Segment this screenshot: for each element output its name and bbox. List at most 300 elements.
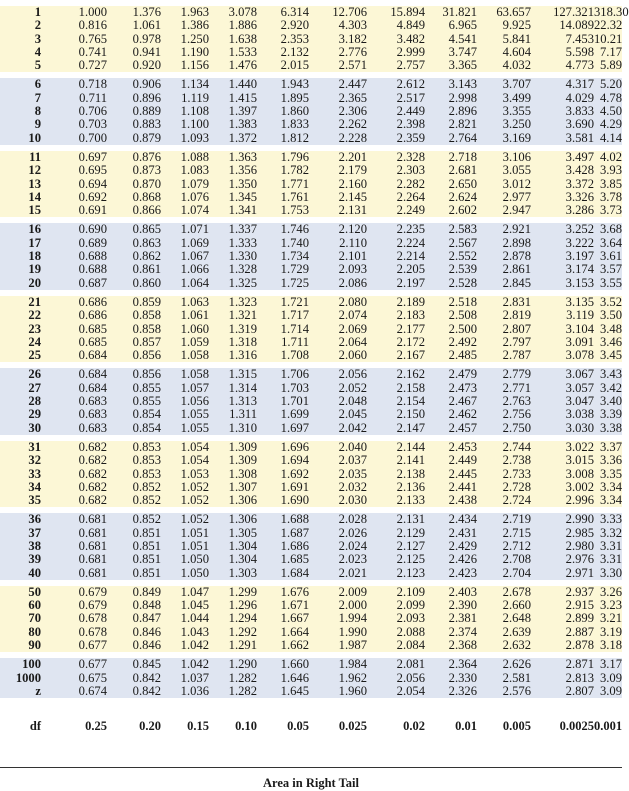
value-cell: 2.235 <box>396 222 425 237</box>
value-cell: 1.984 <box>338 657 367 672</box>
df-cell: 32 <box>28 453 41 468</box>
value-cell: 3.250 <box>502 117 531 132</box>
value-cell: 2.201 <box>338 149 367 164</box>
table-row <box>0 204 622 217</box>
value-cell: 1.047 <box>180 584 209 599</box>
value-cell: 1.664 <box>280 624 309 639</box>
value-cell: 3.078 <box>228 5 257 19</box>
df-cell: 36 <box>28 512 41 527</box>
value-cell: 2.028 <box>338 512 367 527</box>
df-cell: 1 <box>34 5 41 19</box>
value-cell: 2.056 <box>338 367 367 382</box>
value-cell: 1.356 <box>228 163 257 178</box>
footer-tail-area: 0.15 <box>161 712 209 740</box>
value-cell: 1.706 <box>280 367 309 382</box>
value-cell: 0.863 <box>132 235 161 250</box>
value-cell: 2.084 <box>396 638 425 653</box>
value-cell: 1.753 <box>280 203 309 218</box>
value-cell: 2.032 <box>338 479 367 494</box>
value-cell: 2.485 <box>448 348 477 363</box>
value-cell: 1.058 <box>180 348 209 363</box>
df-cell: 13 <box>28 176 41 191</box>
value-cell: 3.091 <box>565 334 594 349</box>
value-cell: 1.045 <box>180 598 209 613</box>
t-distribution-table <box>0 5 629 740</box>
value-cell: 22.32 <box>594 18 623 33</box>
value-cell: 2.162 <box>396 367 425 382</box>
value-cell: 4.303 <box>338 18 367 33</box>
value-cell: 2.438 <box>448 493 477 508</box>
value-cell: 2.915 <box>565 598 594 613</box>
value-cell: 2.009 <box>338 584 367 599</box>
value-cell: 3.153 <box>565 275 594 290</box>
value-cell: 1.108 <box>180 104 209 119</box>
df-cell: 17 <box>28 235 41 250</box>
value-cell: 2.197 <box>396 275 425 290</box>
value-cell: 0.685 <box>78 321 107 336</box>
value-cell: 2.074 <box>338 308 367 323</box>
value-cell: 0.694 <box>78 176 107 191</box>
value-cell: 2.728 <box>502 479 531 494</box>
value-cell: 1.314 <box>228 380 257 395</box>
value-cell: 1.305 <box>228 525 257 540</box>
value-cell: 4.849 <box>396 18 425 33</box>
value-cell: 2.145 <box>338 189 367 204</box>
value-cell: 3.008 <box>565 466 594 481</box>
table-row <box>0 336 622 349</box>
footer-rule <box>0 767 622 768</box>
value-cell: 318.30 <box>594 5 629 19</box>
value-cell: 2.150 <box>396 407 425 422</box>
value-cell: 1.282 <box>228 683 257 698</box>
df-cell: 60 <box>28 598 41 613</box>
value-cell: 2.040 <box>338 439 367 454</box>
value-cell: 2.214 <box>396 249 425 264</box>
value-cell: 3.32 <box>599 525 622 540</box>
value-cell: 2.813 <box>565 670 594 685</box>
value-cell: 0.941 <box>132 44 161 59</box>
value-cell: 1.042 <box>180 657 209 672</box>
value-cell: 2.899 <box>565 611 594 626</box>
value-cell: 2.937 <box>565 584 594 599</box>
value-cell: 0.855 <box>132 394 161 409</box>
df-cell: z <box>35 683 41 698</box>
df-cell: 21 <box>28 294 41 309</box>
value-cell: 1.686 <box>280 538 309 553</box>
footer-spacer <box>0 698 622 712</box>
value-cell: 1.057 <box>180 380 209 395</box>
value-cell: 3.73 <box>599 203 622 218</box>
value-cell: 6.314 <box>280 5 309 19</box>
value-cell: 2.724 <box>502 493 531 508</box>
value-cell: 2.571 <box>338 58 367 73</box>
value-cell: 3.707 <box>502 77 531 92</box>
df-cell: 90 <box>28 638 41 653</box>
value-cell: 3.355 <box>502 104 531 119</box>
value-cell: 0.682 <box>78 453 107 468</box>
value-cell: 2.054 <box>396 683 425 698</box>
value-cell: 2.845 <box>502 275 531 290</box>
table-row <box>0 599 622 612</box>
value-cell: 3.022 <box>565 439 594 454</box>
table-row <box>0 368 622 381</box>
value-cell: 0.687 <box>78 275 107 290</box>
value-cell: 2.985 <box>565 525 594 540</box>
value-cell: 2.101 <box>338 249 367 264</box>
value-cell: 2.947 <box>502 203 531 218</box>
value-cell: 2.326 <box>448 683 477 698</box>
table-row <box>0 151 622 164</box>
value-cell: 1.058 <box>180 367 209 382</box>
value-cell: 1.729 <box>280 262 309 277</box>
table-row <box>0 6 622 19</box>
value-cell: 1.054 <box>180 439 209 454</box>
value-cell: 0.876 <box>132 149 161 164</box>
value-cell: 1.321 <box>228 308 257 323</box>
value-cell: 0.678 <box>78 624 107 639</box>
value-cell: 0.691 <box>78 203 107 218</box>
value-cell: 2.045 <box>338 407 367 422</box>
value-cell: 2.757 <box>396 58 425 73</box>
value-cell: 3.119 <box>566 308 594 323</box>
value-cell: 0.765 <box>78 31 107 46</box>
value-cell: 1.646 <box>280 670 309 685</box>
value-cell: 0.920 <box>132 58 161 73</box>
table-row <box>0 164 622 177</box>
value-cell: 1.699 <box>280 407 309 422</box>
value-cell: 0.851 <box>132 565 161 580</box>
value-cell: 1.350 <box>228 176 257 191</box>
value-cell: 2.612 <box>396 77 425 92</box>
value-cell: 2.154 <box>396 394 425 409</box>
value-cell: 1.064 <box>180 275 209 290</box>
value-cell: 2.262 <box>338 117 367 132</box>
table-row <box>0 237 622 250</box>
df-cell: 19 <box>28 262 41 277</box>
footer-df-label: df <box>0 712 53 740</box>
value-cell: 2.528 <box>448 275 477 290</box>
value-cell: 2.026 <box>338 525 367 540</box>
value-cell: 0.851 <box>132 538 161 553</box>
value-cell: 2.138 <box>396 466 425 481</box>
table-row <box>0 441 622 454</box>
value-cell: 3.46 <box>599 334 622 349</box>
value-cell: 2.282 <box>396 176 425 191</box>
value-cell: 5.841 <box>502 31 531 46</box>
value-cell: 1.053 <box>180 466 209 481</box>
df-cell: 22 <box>28 308 41 323</box>
value-cell: 2.626 <box>502 657 531 672</box>
value-cell: 0.682 <box>78 479 107 494</box>
value-cell: 1.051 <box>180 525 209 540</box>
table-row <box>0 33 622 46</box>
value-cell: 1.994 <box>338 611 367 626</box>
value-cell: 3.497 <box>565 149 594 164</box>
value-cell: 1.990 <box>338 624 367 639</box>
table-body <box>0 5 629 740</box>
value-cell: 2.517 <box>396 90 425 105</box>
value-cell: 2.183 <box>396 308 425 323</box>
value-cell: 2.457 <box>448 420 477 435</box>
df-cell: 100 <box>22 657 41 672</box>
value-cell: 3.047 <box>565 394 594 409</box>
value-cell: 0.868 <box>132 189 161 204</box>
value-cell: 2.099 <box>396 598 425 613</box>
value-cell: 0.853 <box>132 466 161 481</box>
value-cell: 2.093 <box>338 262 367 277</box>
value-cell: 1.323 <box>228 294 257 309</box>
value-cell: 3.36 <box>599 453 622 468</box>
table-row <box>0 323 622 336</box>
df-cell: 9 <box>34 117 41 132</box>
value-cell: 1.812 <box>280 130 309 145</box>
value-cell: 1.761 <box>280 189 309 204</box>
value-cell: 3.38 <box>599 420 622 435</box>
table-row <box>0 454 622 467</box>
value-cell: 2.023 <box>338 552 367 567</box>
value-cell: 2.764 <box>448 130 477 145</box>
value-cell: 2.771 <box>502 380 531 395</box>
value-cell: 3.015 <box>565 453 594 468</box>
value-cell: 2.080 <box>338 294 367 309</box>
value-cell: 2.224 <box>396 235 425 250</box>
df-cell: 31 <box>28 439 41 454</box>
value-cell: 1.696 <box>280 439 309 454</box>
value-cell: 1.638 <box>228 31 257 46</box>
value-cell: 7.17 <box>599 44 622 59</box>
value-cell: 2.998 <box>448 90 477 105</box>
value-cell: 1.100 <box>180 117 209 132</box>
value-cell: 3.31 <box>599 538 622 553</box>
value-cell: 4.50 <box>599 104 622 119</box>
value-cell: 2.189 <box>396 294 425 309</box>
value-cell: 2.453 <box>448 439 477 454</box>
df-cell: 28 <box>28 394 41 409</box>
value-cell: 3.581 <box>565 130 594 145</box>
value-cell: 1.313 <box>228 394 257 409</box>
value-cell: 2.093 <box>396 611 425 626</box>
value-cell: 4.317 <box>565 77 594 92</box>
value-cell: 3.17 <box>599 657 622 672</box>
value-cell: 1.328 <box>228 262 257 277</box>
table-row <box>0 612 622 625</box>
value-cell: 1.042 <box>180 638 209 653</box>
df-cell: 50 <box>28 584 41 599</box>
value-cell: 0.883 <box>132 117 161 132</box>
table-row <box>0 118 622 131</box>
value-cell: 1.660 <box>280 657 309 672</box>
value-cell: 2.133 <box>396 493 425 508</box>
value-cell: 2.797 <box>502 334 531 349</box>
value-cell: 3.52 <box>599 294 622 309</box>
value-cell: 2.132 <box>280 44 309 59</box>
value-cell: 2.581 <box>502 670 531 685</box>
value-cell: 1.701 <box>280 394 309 409</box>
value-cell: 0.852 <box>132 512 161 527</box>
value-cell: 2.353 <box>280 31 309 46</box>
value-cell: 2.807 <box>502 321 531 336</box>
value-cell: 0.677 <box>78 638 107 653</box>
value-cell: 0.860 <box>132 275 161 290</box>
table-row <box>0 586 622 599</box>
table-row <box>0 658 622 671</box>
value-cell: 2.021 <box>338 565 367 580</box>
value-cell: 1.296 <box>228 598 257 613</box>
value-cell: 2.042 <box>338 420 367 435</box>
value-cell: 3.482 <box>396 31 425 46</box>
df-cell: 30 <box>28 420 41 435</box>
value-cell: 2.467 <box>448 394 477 409</box>
value-cell: 3.57 <box>599 262 622 277</box>
value-cell: 0.848 <box>132 598 161 613</box>
value-cell: 2.205 <box>396 262 425 277</box>
table-row <box>0 408 622 421</box>
value-cell: 3.40 <box>599 394 622 409</box>
df-cell: 10 <box>28 130 41 145</box>
value-cell: 3.747 <box>448 44 477 59</box>
value-cell: 1.304 <box>228 552 257 567</box>
value-cell: 1.055 <box>180 420 209 435</box>
value-cell: 2.479 <box>448 367 477 382</box>
value-cell: 63.657 <box>496 5 531 19</box>
value-cell: 2.131 <box>396 512 425 527</box>
df-cell: 18 <box>28 249 41 264</box>
value-cell: 2.035 <box>338 466 367 481</box>
value-cell: 0.865 <box>132 222 161 237</box>
value-cell: 1.341 <box>228 203 257 218</box>
footer-tail-area: 0.0025 <box>531 712 594 740</box>
value-cell: 0.851 <box>132 525 161 540</box>
value-cell: 2.136 <box>396 479 425 494</box>
value-cell: 1.291 <box>228 638 257 653</box>
value-cell: 1.044 <box>180 611 209 626</box>
value-cell: 2.123 <box>396 565 425 580</box>
table-row <box>0 395 622 408</box>
value-cell: 1.093 <box>180 130 209 145</box>
value-cell: 1.960 <box>338 683 367 698</box>
value-cell: 1.088 <box>180 149 209 164</box>
value-cell: 0.682 <box>78 493 107 508</box>
value-cell: 2.576 <box>502 683 531 698</box>
value-cell: 3.35 <box>599 466 622 481</box>
table-caption: Area in Right Tail <box>263 776 359 790</box>
value-cell: 2.125 <box>396 552 425 567</box>
value-cell: 2.704 <box>502 565 531 580</box>
value-cell: 1.079 <box>180 176 209 191</box>
value-cell: 1.069 <box>180 235 209 250</box>
df-cell: 12 <box>28 163 41 178</box>
table-row <box>0 639 622 652</box>
value-cell: 0.855 <box>132 380 161 395</box>
value-cell: 2.056 <box>396 670 425 685</box>
value-cell: 2.871 <box>565 657 594 672</box>
value-cell: 0.845 <box>132 657 161 672</box>
value-cell: 2.819 <box>502 308 531 323</box>
value-cell: 2.539 <box>448 262 477 277</box>
value-cell: 0.862 <box>132 249 161 264</box>
table-row <box>0 481 622 494</box>
value-cell: 1.043 <box>180 624 209 639</box>
value-cell: 0.681 <box>78 512 107 527</box>
value-cell: 2.030 <box>338 493 367 508</box>
value-cell: 2.037 <box>338 453 367 468</box>
value-cell: 0.873 <box>132 163 161 178</box>
value-cell: 2.064 <box>338 334 367 349</box>
value-cell: 3.18 <box>599 638 622 653</box>
value-cell: 1.290 <box>228 657 257 672</box>
value-cell: 4.78 <box>599 90 622 105</box>
value-cell: 1.376 <box>132 5 161 19</box>
table-row <box>0 19 622 32</box>
value-cell: 2.750 <box>502 420 531 435</box>
value-cell: 2.172 <box>396 334 425 349</box>
value-cell: 2.129 <box>396 525 425 540</box>
value-cell: 7.453 <box>565 31 594 46</box>
value-cell: 0.857 <box>132 334 161 349</box>
table-row <box>0 223 622 236</box>
value-cell: 1.299 <box>228 584 257 599</box>
value-cell: 0.711 <box>79 90 107 105</box>
value-cell: 3.42 <box>599 380 622 395</box>
value-cell: 3.057 <box>565 380 594 395</box>
value-cell: 1.734 <box>280 249 309 264</box>
value-cell: 0.896 <box>132 90 161 105</box>
value-cell: 3.055 <box>502 163 531 178</box>
value-cell: 3.85 <box>599 176 622 191</box>
table-row <box>0 672 622 685</box>
table-row <box>0 78 622 91</box>
value-cell: 2.971 <box>565 565 594 580</box>
df-cell: 8 <box>34 104 41 119</box>
value-cell: 1.050 <box>180 565 209 580</box>
value-cell: 3.169 <box>502 130 531 145</box>
value-cell: 1.782 <box>280 163 309 178</box>
value-cell: 1.886 <box>228 18 257 33</box>
footer-tail-area: 0.005 <box>477 712 531 740</box>
value-cell: 1.119 <box>181 90 209 105</box>
value-cell: 2.500 <box>448 321 477 336</box>
value-cell: 2.158 <box>396 380 425 395</box>
value-cell: 3.48 <box>599 321 622 336</box>
value-cell: 2.052 <box>338 380 367 395</box>
value-cell: 3.326 <box>565 189 594 204</box>
value-cell: 3.365 <box>448 58 477 73</box>
value-cell: 2.980 <box>565 538 594 553</box>
value-cell: 1.083 <box>180 163 209 178</box>
df-cell: 23 <box>28 321 41 336</box>
value-cell: 2.878 <box>565 638 594 653</box>
value-cell: 0.688 <box>78 249 107 264</box>
df-cell: 1000 <box>15 670 41 685</box>
value-cell: 1.250 <box>180 31 209 46</box>
value-cell: 3.428 <box>565 163 594 178</box>
value-cell: 4.02 <box>599 149 622 164</box>
value-cell: 0.856 <box>132 348 161 363</box>
spacer-cell <box>0 698 622 712</box>
value-cell: 2.718 <box>448 149 477 164</box>
value-cell: 2.441 <box>448 479 477 494</box>
df-cell: 6 <box>34 77 41 92</box>
value-cell: 4.773 <box>565 58 594 73</box>
table-row <box>0 132 622 145</box>
value-cell: 1.309 <box>228 453 257 468</box>
value-cell: 2.719 <box>502 512 531 527</box>
value-cell: 0.866 <box>132 203 161 218</box>
value-cell: 0.858 <box>132 308 161 323</box>
value-cell: 1.386 <box>180 18 209 33</box>
df-cell: 20 <box>28 275 41 290</box>
value-cell: 4.29 <box>599 117 622 132</box>
